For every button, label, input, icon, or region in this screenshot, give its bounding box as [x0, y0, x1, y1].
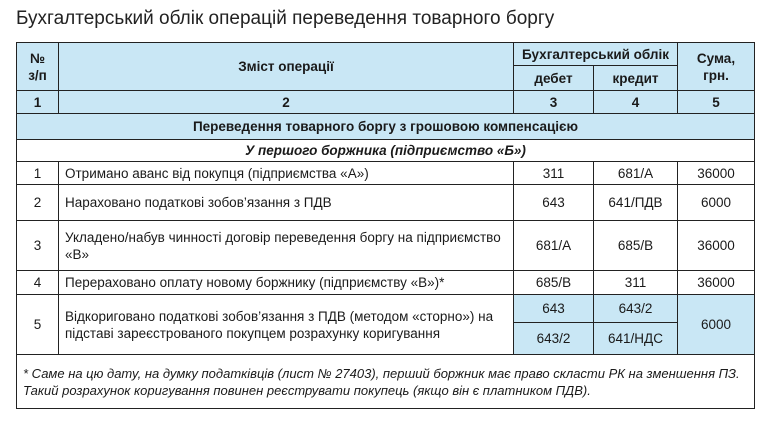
- row-debit: 643: [514, 295, 594, 323]
- column-number: 3: [514, 91, 594, 114]
- row-credit: 641/ПДВ: [594, 185, 678, 221]
- column-number: 4: [594, 91, 678, 114]
- row-num: 4: [17, 271, 59, 295]
- header-num: № з/п: [17, 43, 59, 91]
- table-row: [17, 295, 755, 323]
- column-number: 1: [17, 91, 59, 114]
- section-title: Переведення товарного боргу з грошовою компенсацією: [17, 114, 755, 140]
- row-content: Перераховано оплату новому боржнику (підприємству «В»)*: [59, 271, 514, 295]
- row-sum: 36000: [678, 162, 755, 185]
- row-debit: 685/В: [514, 271, 594, 295]
- row-num: 2: [17, 185, 59, 221]
- row-debit: 643/2: [514, 323, 594, 355]
- column-numbers-row: [17, 91, 755, 114]
- row-content: Нараховано податкові зобов’язання з ПДВ: [59, 185, 514, 221]
- row-num: 1: [17, 162, 59, 185]
- row-num: 5: [17, 295, 59, 355]
- row-sum: 36000: [678, 271, 755, 295]
- subsection-title: У першого боржника (підприємство «Б»): [17, 140, 755, 162]
- row-sum: 36000: [678, 221, 755, 271]
- header-sum: Сума, грн.: [678, 43, 755, 91]
- table-row: [17, 221, 755, 271]
- header-debit: дебет: [514, 66, 594, 91]
- row-sum: 6000: [678, 185, 755, 221]
- ledger-table: [16, 42, 755, 409]
- column-number: 5: [678, 91, 755, 114]
- row-content: Укладено/набув чинності договір переведення боргу на підприємство «В»: [59, 221, 514, 271]
- page-title: Бухгалтерський облік операцій переведення товарного боргу: [16, 8, 555, 29]
- row-credit: 643/2: [594, 295, 678, 323]
- row-credit: 685/В: [594, 221, 678, 271]
- row-content: Отримано аванс від покупця (підприємства «А»): [59, 162, 514, 185]
- header-credit: кредит: [594, 66, 678, 91]
- row-debit: 681/А: [514, 221, 594, 271]
- row-content: Відкориговано податкові зобов’язання з ПДВ (методом «сторно») на підставі зареєстрованого покупцем розрахунку коригування: [59, 295, 514, 355]
- row-credit: 681/А: [594, 162, 678, 185]
- footnote: * Саме на цю дату, на думку податківців (лист № 27403), перший боржник має право скласти РК на зменшення ПЗ. Такий розрахунок коригування повинен реєструвати покупець (якщо він є платником ПДВ).: [17, 355, 755, 409]
- column-number: 2: [59, 91, 514, 114]
- table-row: [17, 271, 755, 295]
- header-accounting: Бухгалтерський облік: [514, 43, 678, 66]
- row-num: 3: [17, 221, 59, 271]
- row-sum: 6000: [678, 295, 755, 355]
- table-row: [17, 162, 755, 185]
- row-debit: 643: [514, 185, 594, 221]
- row-debit: 311: [514, 162, 594, 185]
- row-credit: 311: [594, 271, 678, 295]
- row-credit: 641/НДС: [594, 323, 678, 355]
- header-content: Зміст операції: [59, 43, 514, 91]
- table-row: [17, 185, 755, 221]
